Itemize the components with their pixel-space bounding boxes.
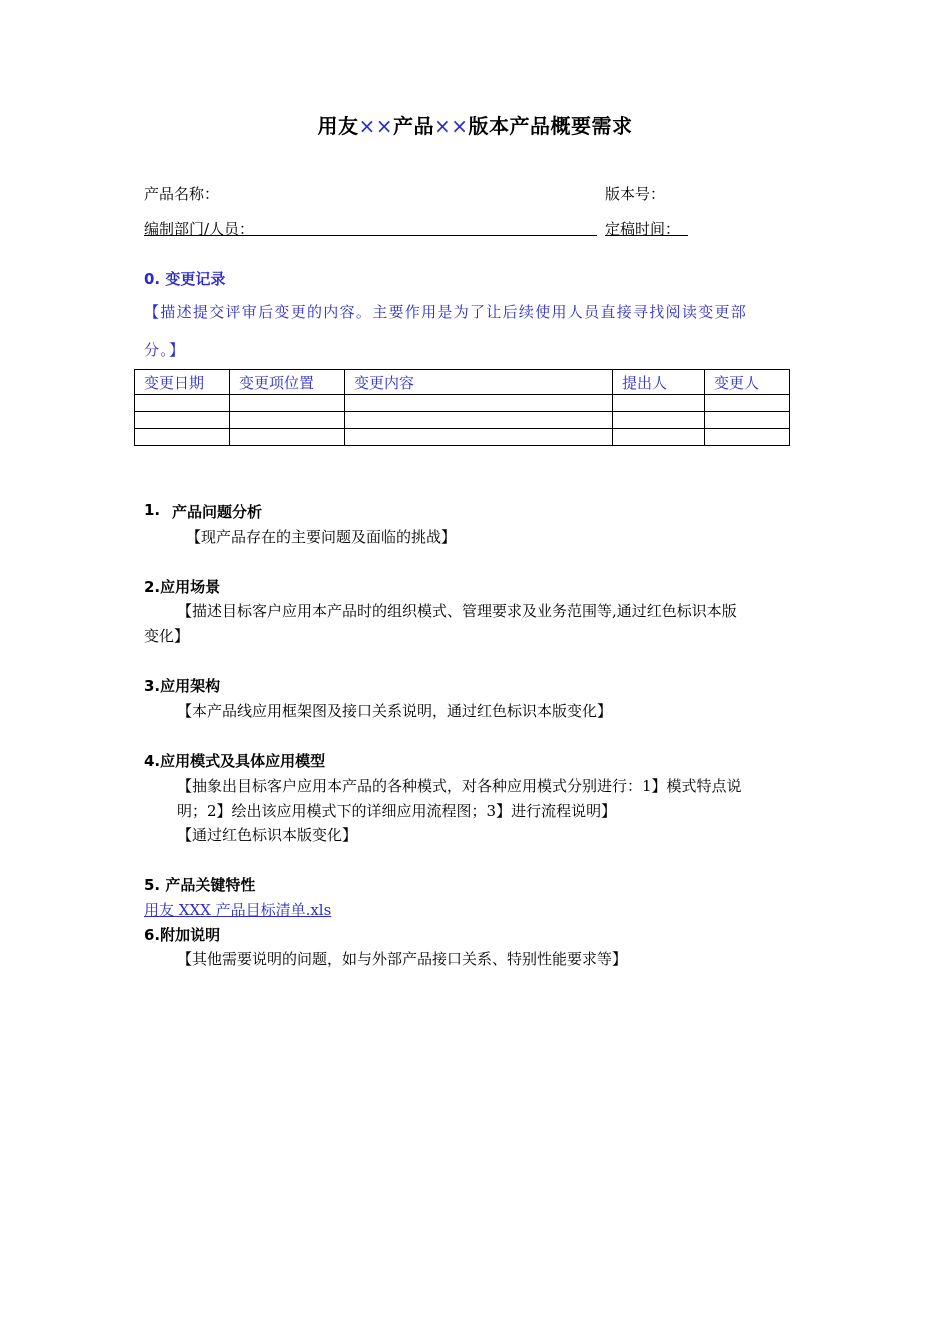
section-0-heading: 0. 变更记录	[144, 270, 226, 288]
product-target-list-link[interactable]: 用友 XXX 产品目标清单.xls	[144, 901, 332, 919]
table-cell[interactable]	[705, 395, 790, 412]
table-cell[interactable]	[345, 395, 613, 412]
table-row	[135, 429, 790, 446]
table-cell[interactable]	[705, 429, 790, 446]
section-1-desc: 【现产品存在的主要问题及面临的挑战】	[186, 528, 457, 546]
table-cell[interactable]	[135, 429, 230, 446]
table-row	[135, 412, 790, 429]
section-2-desc-line1: 【描述目标客户应用本产品时的组织模式、管理要求及业务范围等,通过红色标识本版	[177, 602, 737, 620]
section-1-heading: 产品问题分析	[172, 503, 263, 521]
section-5-heading: 5. 产品关键特性	[144, 876, 256, 894]
section-4-desc-line1: 【抽象出目标客户应用本产品的各种模式，对各种应用模式分别进行：1】模式特点说	[177, 777, 742, 795]
title-mid: 产品	[393, 114, 434, 138]
table-cell[interactable]	[135, 395, 230, 412]
table-cell[interactable]	[135, 412, 230, 429]
table-cell[interactable]	[613, 412, 705, 429]
table-header-row	[135, 370, 790, 395]
section-3-desc: 【本产品线应用框架图及接口关系说明，通过红色标识本版变化】	[177, 702, 613, 720]
table-cell[interactable]	[230, 395, 345, 412]
section-1-number: 1.	[144, 501, 161, 519]
table-row	[135, 395, 790, 412]
title-placeholder-2: ××	[434, 114, 469, 138]
table-cell[interactable]	[230, 429, 345, 446]
table-header-cell: 变更日期	[135, 370, 230, 395]
section-3-heading: 3.应用架构	[144, 677, 221, 695]
table-header-cell: 提出人	[613, 370, 705, 395]
title-placeholder-1: ××	[358, 114, 393, 138]
section-4-desc-line3: 【通过红色标识本版变化】	[177, 826, 358, 844]
table-cell[interactable]	[705, 412, 790, 429]
department-underline	[144, 235, 597, 236]
section-2-desc-line2: 变化】	[144, 627, 190, 645]
final-time-label: 定稿时间：	[605, 220, 681, 238]
title-suffix: 版本产品概要需求	[468, 114, 633, 138]
table-cell[interactable]	[613, 429, 705, 446]
table-cell[interactable]	[230, 412, 345, 429]
section-0-desc-line1: 【描述提交评审后变更的内容。主要作用是为了让后续使用人员直接寻找阅读变更部	[144, 303, 748, 321]
section-6-desc: 【其他需要说明的问题，如与外部产品接口关系、特别性能要求等】	[177, 950, 628, 968]
title-prefix: 用友	[317, 114, 359, 138]
change-log-table	[134, 369, 790, 446]
table-header-cell: 变更人	[705, 370, 790, 395]
section-6-heading: 6.附加说明	[144, 926, 221, 944]
final-time-underline	[605, 235, 688, 236]
document-title	[0, 110, 950, 139]
section-4-heading: 4.应用模式及具体应用模型	[144, 752, 326, 770]
table-header-cell: 变更项位置	[230, 370, 345, 395]
table-cell[interactable]	[613, 395, 705, 412]
department-label: 编制部门/人员：	[144, 220, 255, 238]
section-2-heading: 2.应用场景	[144, 578, 221, 596]
section-4-desc-line2: 明；2】绘出该应用模式下的详细应用流程图；3】进行流程说明】	[177, 802, 617, 820]
table-header-cell: 变更内容	[345, 370, 613, 395]
table-cell[interactable]	[345, 429, 613, 446]
version-label: 版本号：	[605, 185, 666, 203]
table-cell[interactable]	[345, 412, 613, 429]
section-0-desc-line2: 分。】	[144, 341, 186, 359]
product-name-label: 产品名称：	[144, 185, 220, 203]
